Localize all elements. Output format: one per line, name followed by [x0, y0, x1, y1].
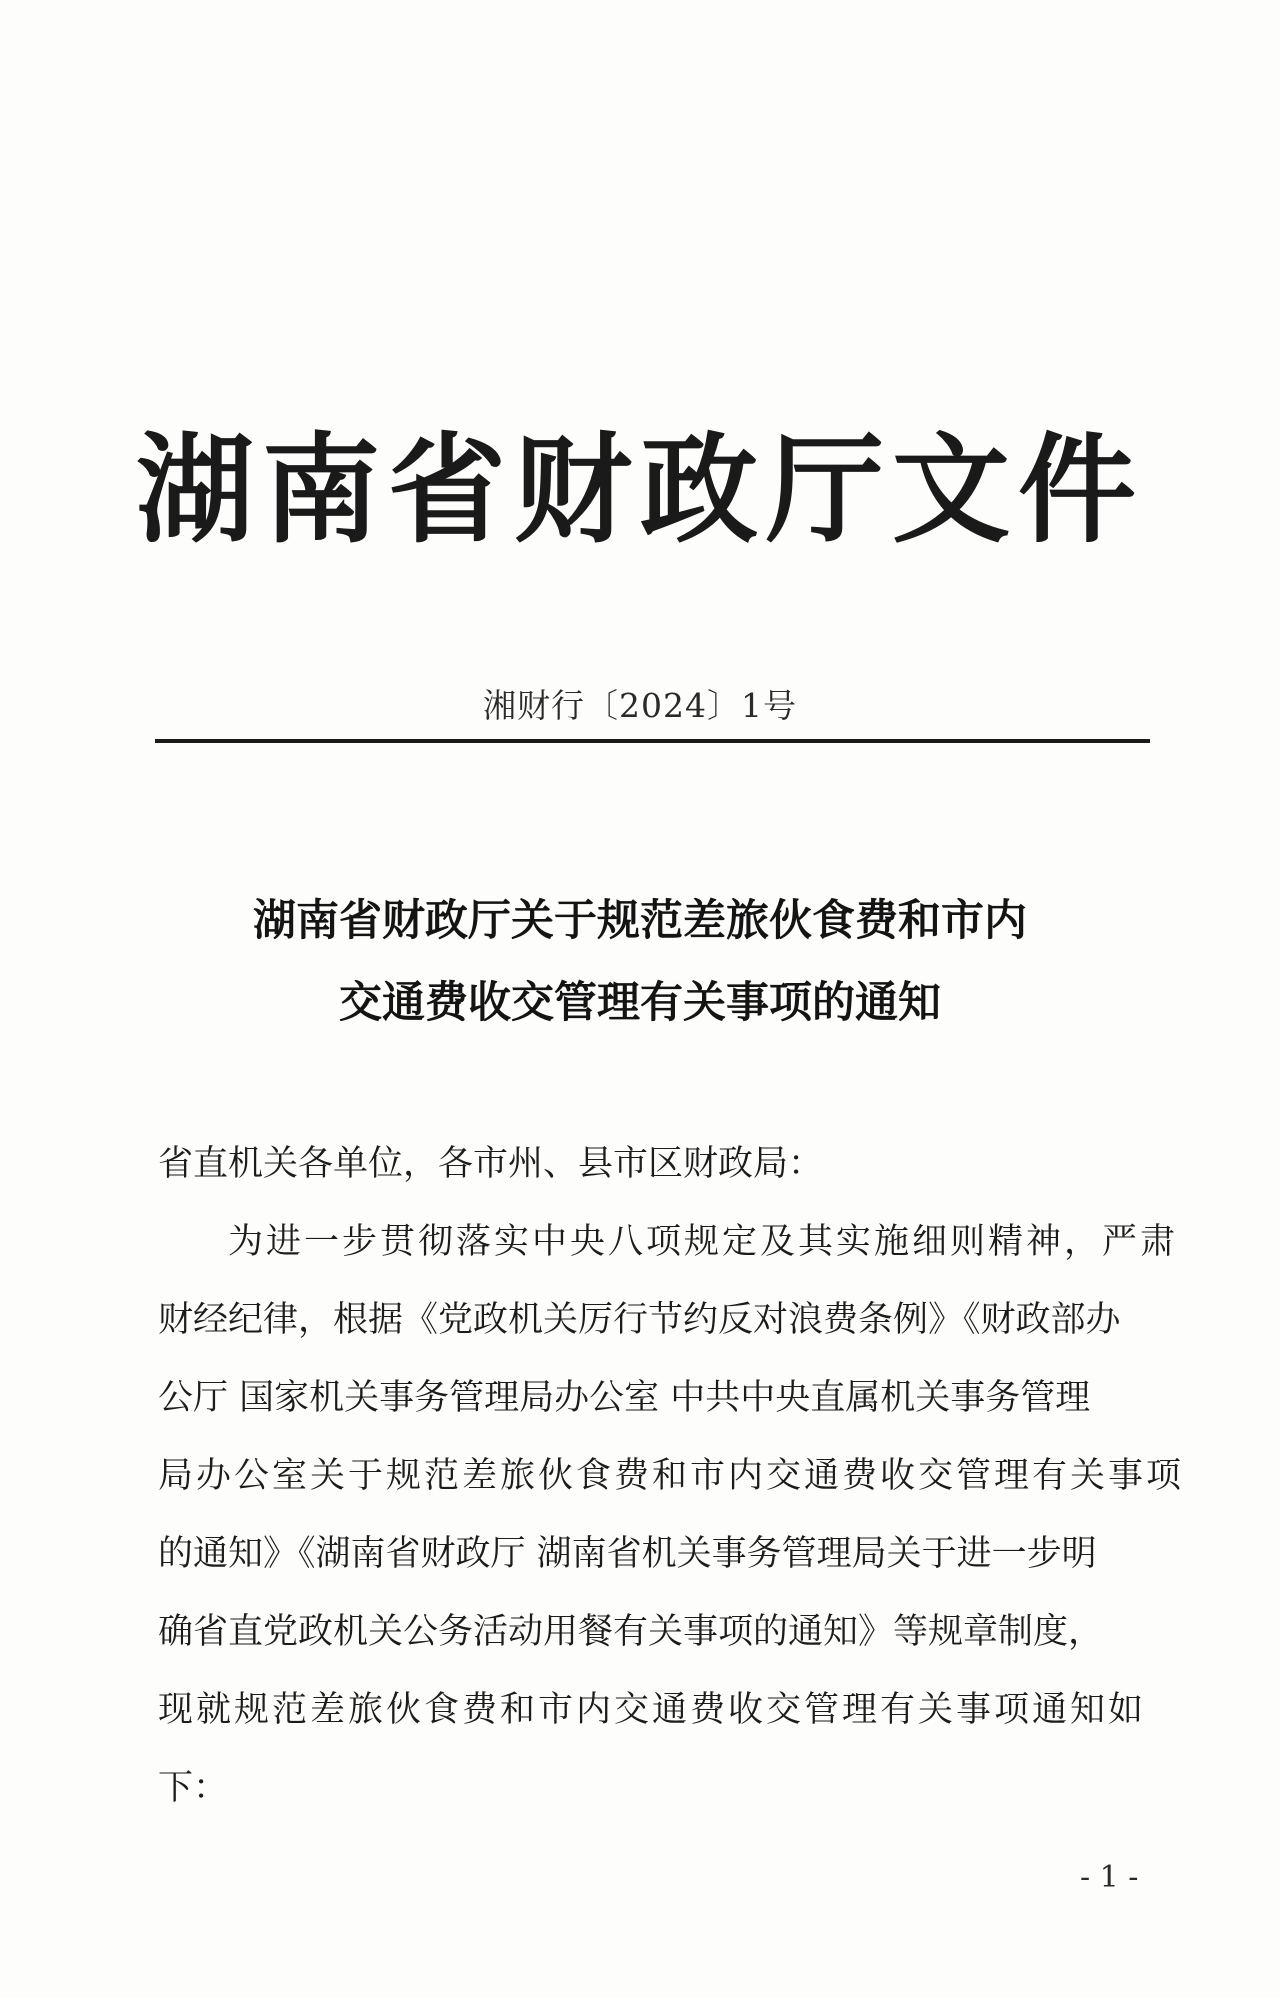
- body-line-7: 现就规范差旅伙食费和市内交通费收交管理有关事项通知如: [158, 1690, 1147, 1730]
- document-body: [158, 1125, 1185, 1827]
- body-line-2: 财经纪律，根据《党政机关厉行节约反对浪费条例》《财政部办: [158, 1300, 1121, 1340]
- page-number: - 1 -: [1080, 1860, 1139, 1895]
- title-line-2: 交通费收交管理有关事项的通知: [339, 978, 941, 1028]
- salutation: 省直机关各单位，各市州、县市区财政局：: [158, 1144, 824, 1184]
- body-line-1: 为进一步贯彻落实中央八项规定及其实施细则精神，严肃: [228, 1222, 1179, 1262]
- document-number: 湘财行〔2024〕1号: [483, 686, 797, 725]
- body-line-5: 的通知》《湖南省财政厅 湖南省机关事务管理局关于进一步明: [158, 1534, 1097, 1574]
- body-line-3: 公厅 国家机关事务管理局办公室 中共中央直属机关事务管理: [158, 1378, 1091, 1418]
- title-line-1: 湖南省财政厅关于规范差旅伙食费和市内: [253, 896, 1027, 946]
- masthead: 湖南省财政厅文件: [135, 420, 1144, 559]
- body-line-8: 下：: [158, 1768, 229, 1808]
- body-line-4: 局办公室关于规范差旅伙食费和市内交通费收交管理有关事项: [158, 1456, 1185, 1496]
- header-divider: [155, 739, 1150, 743]
- document-title: [0, 880, 1280, 1044]
- body-line-6: 确省直党政机关公务活动用餐有关事项的通知》等规章制度，: [158, 1612, 1104, 1652]
